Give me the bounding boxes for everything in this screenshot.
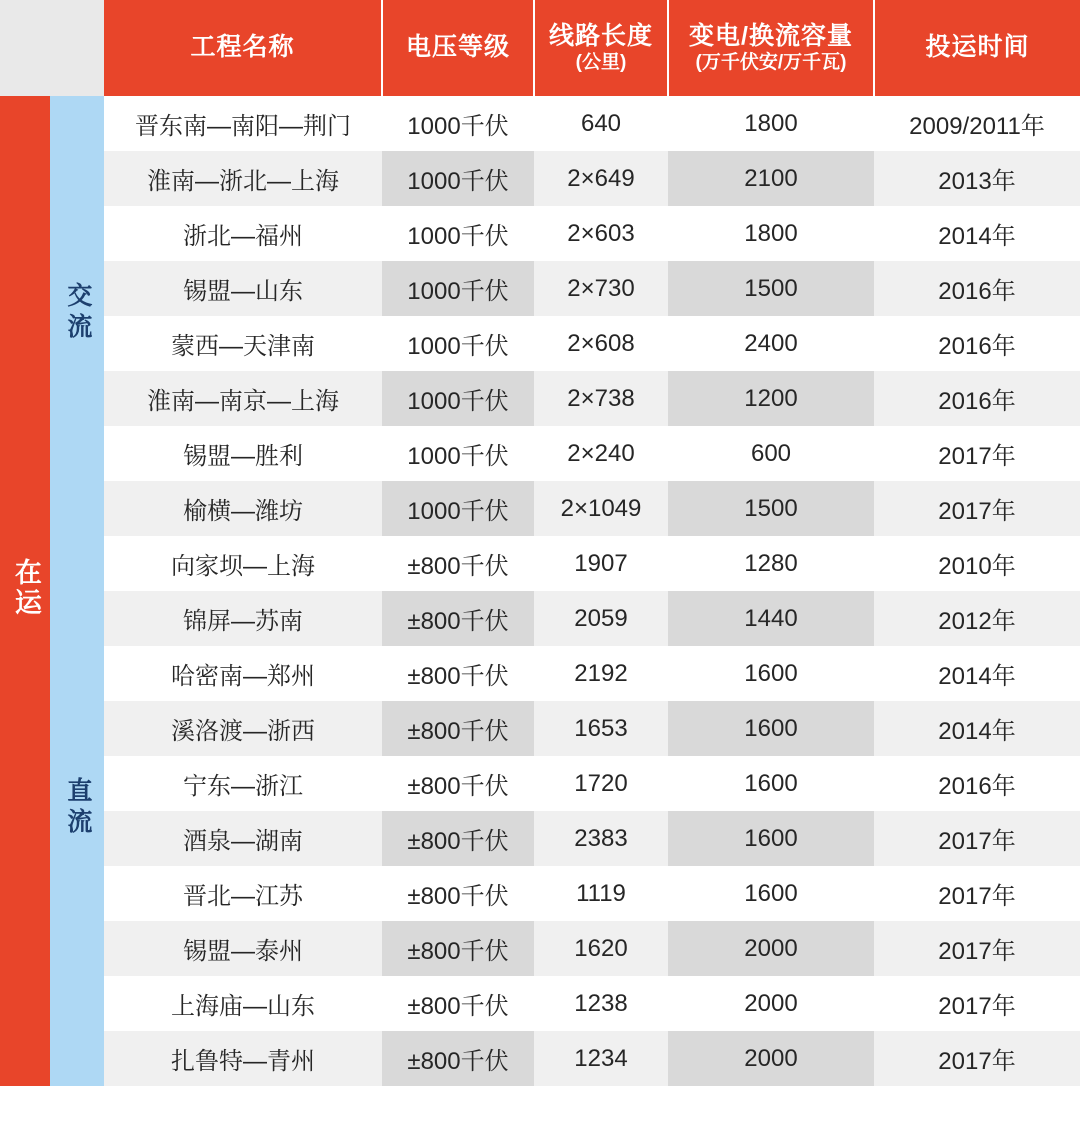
cell-line-length: 2059 [534,591,668,646]
table-row [0,96,1080,151]
cell-voltage-level: 1000千伏 [382,316,534,371]
cell-voltage-level: 1000千伏 [382,96,534,151]
group-type-cell-ac [50,96,104,536]
cell-commission-year: 2014年 [874,206,1080,261]
cell-project-name: 哈密南—郑州 [104,646,382,701]
cell-line-length: 2×649 [534,151,668,206]
cell-line-length: 2×738 [534,371,668,426]
cell-capacity: 1800 [668,96,874,151]
cell-commission-year: 2017年 [874,1031,1080,1086]
cell-commission-year: 2017年 [874,426,1080,481]
cell-project-name: 上海庙—山东 [104,976,382,1031]
cell-capacity: 2100 [668,151,874,206]
cell-capacity: 1500 [668,261,874,316]
cell-capacity: 1600 [668,866,874,921]
cell-line-length: 1907 [534,536,668,591]
table-row [0,866,1080,921]
table-row [0,646,1080,701]
cell-project-name: 淮南—南京—上海 [104,371,382,426]
table-row [0,206,1080,261]
table-row [0,151,1080,206]
cell-line-length: 640 [534,96,668,151]
cell-capacity: 2000 [668,921,874,976]
cell-voltage-level: ±800千伏 [382,756,534,811]
cell-commission-year: 2016年 [874,371,1080,426]
header-project-name: 工程名称 [104,0,382,96]
cell-voltage-level: 1000千伏 [382,206,534,261]
header-commission-year: 投运时间 [874,0,1080,96]
cell-project-name: 向家坝—上海 [104,536,382,591]
cell-commission-year: 2016年 [874,261,1080,316]
cell-line-length: 1238 [534,976,668,1031]
table-row [0,261,1080,316]
cell-capacity: 1600 [668,646,874,701]
cell-line-length: 2383 [534,811,668,866]
header-line-length-sub: (公里) [575,51,627,73]
cell-capacity: 1600 [668,701,874,756]
cell-capacity: 1200 [668,371,874,426]
cell-project-name: 溪洛渡—浙西 [104,701,382,756]
cell-line-length: 2×603 [534,206,668,261]
cell-voltage-level: 1000千伏 [382,261,534,316]
cell-project-name: 蒙西—天津南 [104,316,382,371]
cell-project-name: 锡盟—泰州 [104,921,382,976]
cell-line-length: 1653 [534,701,668,756]
table-row [0,1031,1080,1086]
cell-line-length: 2×240 [534,426,668,481]
cell-commission-year: 2014年 [874,646,1080,701]
cell-voltage-level: ±800千伏 [382,976,534,1031]
cell-capacity: 1440 [668,591,874,646]
cell-capacity: 600 [668,426,874,481]
table-row [0,701,1080,756]
category-label: 在运 [10,557,41,618]
group-type-label: 直流 [63,776,92,839]
table-row [0,316,1080,371]
cell-capacity: 1600 [668,811,874,866]
cell-project-name: 晋东南—南阳—荆门 [104,96,382,151]
table-header-row [0,0,1080,96]
cell-line-length: 1720 [534,756,668,811]
cell-voltage-level: ±800千伏 [382,1031,534,1086]
header-voltage-level: 电压等级 [382,0,534,96]
cell-commission-year: 2017年 [874,866,1080,921]
cell-commission-year: 2017年 [874,811,1080,866]
cell-capacity: 1600 [668,756,874,811]
table-row [0,426,1080,481]
cell-line-length: 1620 [534,921,668,976]
cell-commission-year: 2012年 [874,591,1080,646]
table-row [0,921,1080,976]
header-capacity [668,0,874,96]
header-line-length-main: 线路长度 [548,22,653,51]
cell-voltage-level: ±800千伏 [382,536,534,591]
cell-project-name: 锡盟—山东 [104,261,382,316]
cell-commission-year: 2017年 [874,976,1080,1031]
cell-capacity: 2400 [668,316,874,371]
cell-commission-year: 2017年 [874,921,1080,976]
cell-voltage-level: 1000千伏 [382,151,534,206]
cell-voltage-level: 1000千伏 [382,481,534,536]
cell-commission-year: 2014年 [874,701,1080,756]
cell-line-length: 1234 [534,1031,668,1086]
table-row [0,591,1080,646]
cell-project-name: 扎鲁特—青州 [104,1031,382,1086]
cell-project-name: 浙北—福州 [104,206,382,261]
table-row [0,976,1080,1031]
table-row [0,811,1080,866]
cell-line-length: 1119 [534,866,668,921]
group-type-label: 交流 [63,281,92,344]
cell-voltage-level: ±800千伏 [382,646,534,701]
cell-commission-year: 2016年 [874,316,1080,371]
cell-voltage-level: ±800千伏 [382,921,534,976]
cell-capacity: 1500 [668,481,874,536]
header-capacity-main: 变电/换流容量 [689,22,853,51]
cell-voltage-level: 1000千伏 [382,426,534,481]
cell-project-name: 锡盟—胜利 [104,426,382,481]
cell-line-length: 2192 [534,646,668,701]
category-cell-in-operation [0,96,50,1086]
cell-voltage-level: ±800千伏 [382,701,534,756]
cell-line-length: 2×730 [534,261,668,316]
cell-project-name: 榆横—潍坊 [104,481,382,536]
cell-capacity: 1800 [668,206,874,261]
cell-project-name: 晋北—江苏 [104,866,382,921]
cell-commission-year: 2010年 [874,536,1080,591]
cell-commission-year: 2009/2011年 [874,96,1080,151]
cell-project-name: 宁东—浙江 [104,756,382,811]
header-corner-blank [0,0,104,96]
cell-voltage-level: ±800千伏 [382,591,534,646]
cell-project-name: 淮南—浙北—上海 [104,151,382,206]
cell-project-name: 锦屏—苏南 [104,591,382,646]
cell-line-length: 2×1049 [534,481,668,536]
cell-line-length: 2×608 [534,316,668,371]
cell-voltage-level: ±800千伏 [382,811,534,866]
header-line-length [534,0,668,96]
table-row [0,536,1080,591]
cell-commission-year: 2017年 [874,481,1080,536]
cell-commission-year: 2016年 [874,756,1080,811]
header-capacity-sub: (万千伏安/万千瓦) [695,51,847,73]
table-row [0,371,1080,426]
cell-capacity: 2000 [668,976,874,1031]
cell-commission-year: 2013年 [874,151,1080,206]
cell-voltage-level: ±800千伏 [382,866,534,921]
group-type-cell-dc [50,536,104,1086]
cell-project-name: 酒泉—湖南 [104,811,382,866]
cell-capacity: 1280 [668,536,874,591]
table-row [0,481,1080,536]
table-row [0,756,1080,811]
cell-capacity: 2000 [668,1031,874,1086]
cell-voltage-level: 1000千伏 [382,371,534,426]
